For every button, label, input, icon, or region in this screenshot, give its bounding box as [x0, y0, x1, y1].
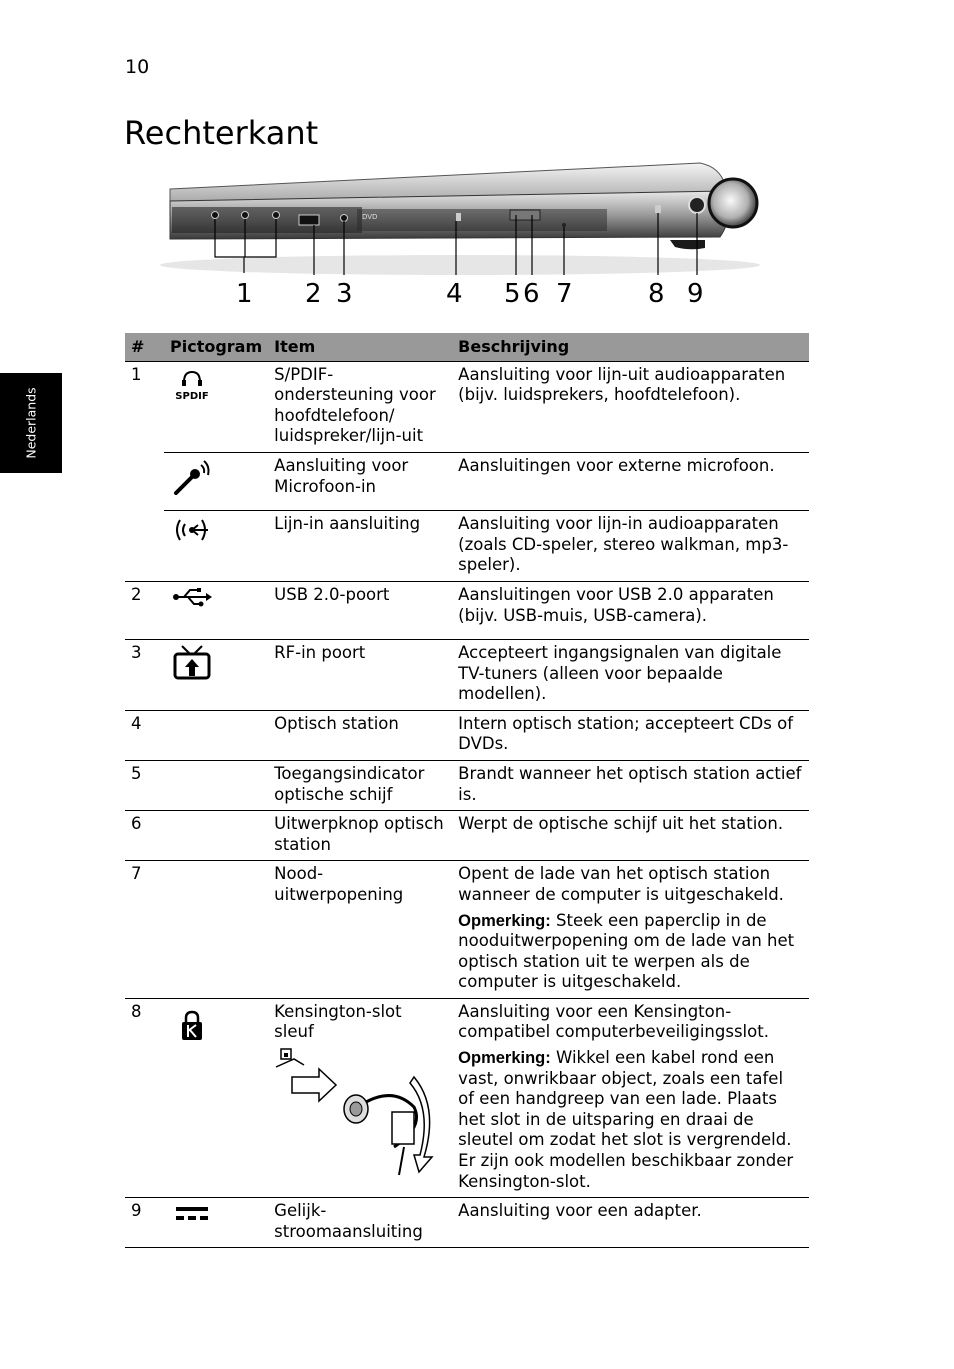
row-description: Brandt wanneer het optisch station actief is. — [452, 760, 809, 810]
callout-4: 4 — [446, 279, 463, 309]
rf-in-icon — [170, 644, 214, 682]
callout-5: 5 — [504, 279, 521, 309]
table-row — [125, 861, 809, 999]
callout-3: 3 — [336, 279, 353, 309]
row-pictogram — [164, 861, 268, 999]
note-label: Opmerking: — [458, 1049, 551, 1068]
row-description-text: Aansluiting voor een Kensington-compatibel computerbeveiligingsslot. — [458, 1001, 769, 1042]
spdif-icon-label: SPDIF — [175, 390, 209, 402]
microphone-icon — [170, 457, 214, 495]
row-number — [125, 510, 164, 581]
row-item: Toegangsindicator optische schijf — [268, 760, 452, 810]
spdif-headphone-icon — [170, 366, 214, 402]
row-pictogram — [164, 581, 268, 639]
callout-7: 7 — [556, 279, 573, 309]
row-item: S/PDIF-ondersteuning voor hoofdtelefoon/ luidspreker/lijn-uit — [274, 364, 436, 446]
row-description: Werpt de optische schijf uit het station. — [452, 811, 809, 861]
row-number: 1 — [131, 364, 142, 384]
row-item — [268, 998, 452, 1197]
row-description: Aansluitingen voor USB 2.0 apparaten (bijv. USB-muis, USB-camera). — [452, 581, 809, 639]
side-tab-label: Nederlands — [23, 387, 39, 459]
callout-9: 9 — [687, 279, 704, 309]
line-in-icon — [170, 515, 214, 545]
kensington-lock-illustration — [274, 1047, 444, 1177]
row-number: 6 — [125, 811, 164, 861]
dc-in-icon — [170, 1203, 214, 1225]
row-item-text: Kensington-slot sleuf — [274, 1001, 402, 1042]
row-pictogram — [164, 811, 268, 861]
row-pictogram — [164, 760, 268, 810]
note-text: Wikkel een kabel rond een vast, onwrikbaar object, zoals een tafel of een handgreep van een lade. Plaats het slot in de uitsparing en draai de sleutel om zodat het slot is vergrendeld. Er zijn ook modellen beschikbaar zonder Kensington-slot. — [458, 1048, 794, 1191]
page-title: Rechterkant — [124, 114, 319, 152]
row-number — [125, 452, 164, 510]
row-number: 8 — [125, 998, 164, 1197]
header-description: Beschrijving — [452, 333, 809, 361]
row-pictogram — [164, 639, 268, 710]
row-number: 9 — [125, 1198, 164, 1248]
row-number: 4 — [125, 710, 164, 760]
usb-icon — [170, 586, 214, 608]
row-note — [458, 911, 803, 993]
row-description: Aansluiting voor lijn-in audioapparaten (zoals CD-speler, stereo walkman, mp3-speler). — [452, 510, 809, 581]
row-number: 5 — [125, 760, 164, 810]
row-item: RF-in poort — [268, 639, 452, 710]
callout-6: 6 — [523, 279, 540, 309]
table-row — [125, 760, 809, 810]
row-note — [458, 1048, 803, 1192]
row-description — [452, 861, 809, 999]
row-number: 2 — [125, 581, 164, 639]
row-pictogram — [164, 710, 268, 760]
table-row — [125, 452, 809, 510]
row-pictogram — [164, 510, 268, 581]
row-item: Aansluiting voor Microfoon-in — [268, 452, 452, 510]
row-item: Uitwerpknop optisch station — [268, 811, 452, 861]
callout-1: 1 — [236, 279, 253, 309]
svg-text:DVD: DVD — [362, 213, 378, 221]
row-description: Aansluiting voor een adapter. — [452, 1198, 809, 1248]
row-pictogram — [164, 1198, 268, 1248]
row-description — [452, 998, 809, 1197]
row-pictogram — [164, 998, 268, 1197]
row-number: 7 — [125, 861, 164, 999]
row-item: Gelijk-stroomaansluiting — [268, 1198, 452, 1248]
header-number: # — [125, 333, 164, 361]
table-row — [125, 1198, 809, 1248]
callout-8: 8 — [648, 279, 665, 309]
table-row — [125, 811, 809, 861]
row-item: Nood-uitwerpopening — [268, 861, 452, 999]
row-item: Lijn-in aansluiting — [268, 510, 452, 581]
row-item: USB 2.0-poort — [268, 581, 452, 639]
row-description: Aansluitingen voor externe microfoon. — [452, 452, 809, 510]
table-row — [125, 710, 809, 760]
table-row — [125, 361, 809, 452]
table-header-row — [125, 333, 809, 361]
table-row — [125, 510, 809, 581]
table-row — [125, 998, 809, 1197]
table-row — [125, 639, 809, 710]
row-description: Accepteert ingangsignalen van digitale TV-tuners (alleen voor bepaalde modellen). — [452, 639, 809, 710]
row-description: Aansluiting voor lijn-uit audioapparaten (bijv. luidsprekers, hoofdtelefoon). — [458, 364, 786, 405]
row-description: Intern optisch station; accepteert CDs of DVDs. — [452, 710, 809, 760]
table-row — [125, 581, 809, 639]
side-language-tab — [0, 373, 62, 473]
note-label: Opmerking: — [458, 911, 551, 930]
header-item: Item — [268, 333, 452, 361]
row-description-text: Opent de lade van het optisch station wanneer de computer is uitgeschakeld. — [458, 864, 784, 904]
row-pictogram — [164, 361, 268, 452]
kensington-lock-icon — [170, 1010, 214, 1042]
ports-table — [125, 333, 809, 1248]
note-text: Steek een paperclip in de nooduitwerpopening om de lade van het optisch station uit te werpen als de computer is uitgeschakeld. — [458, 910, 795, 992]
page-number: 10 — [125, 56, 150, 78]
row-pictogram — [164, 452, 268, 510]
callout-2: 2 — [305, 279, 322, 309]
row-item: Optisch station — [268, 710, 452, 760]
header-pictogram: Pictogram — [164, 333, 268, 361]
row-number: 3 — [125, 639, 164, 710]
